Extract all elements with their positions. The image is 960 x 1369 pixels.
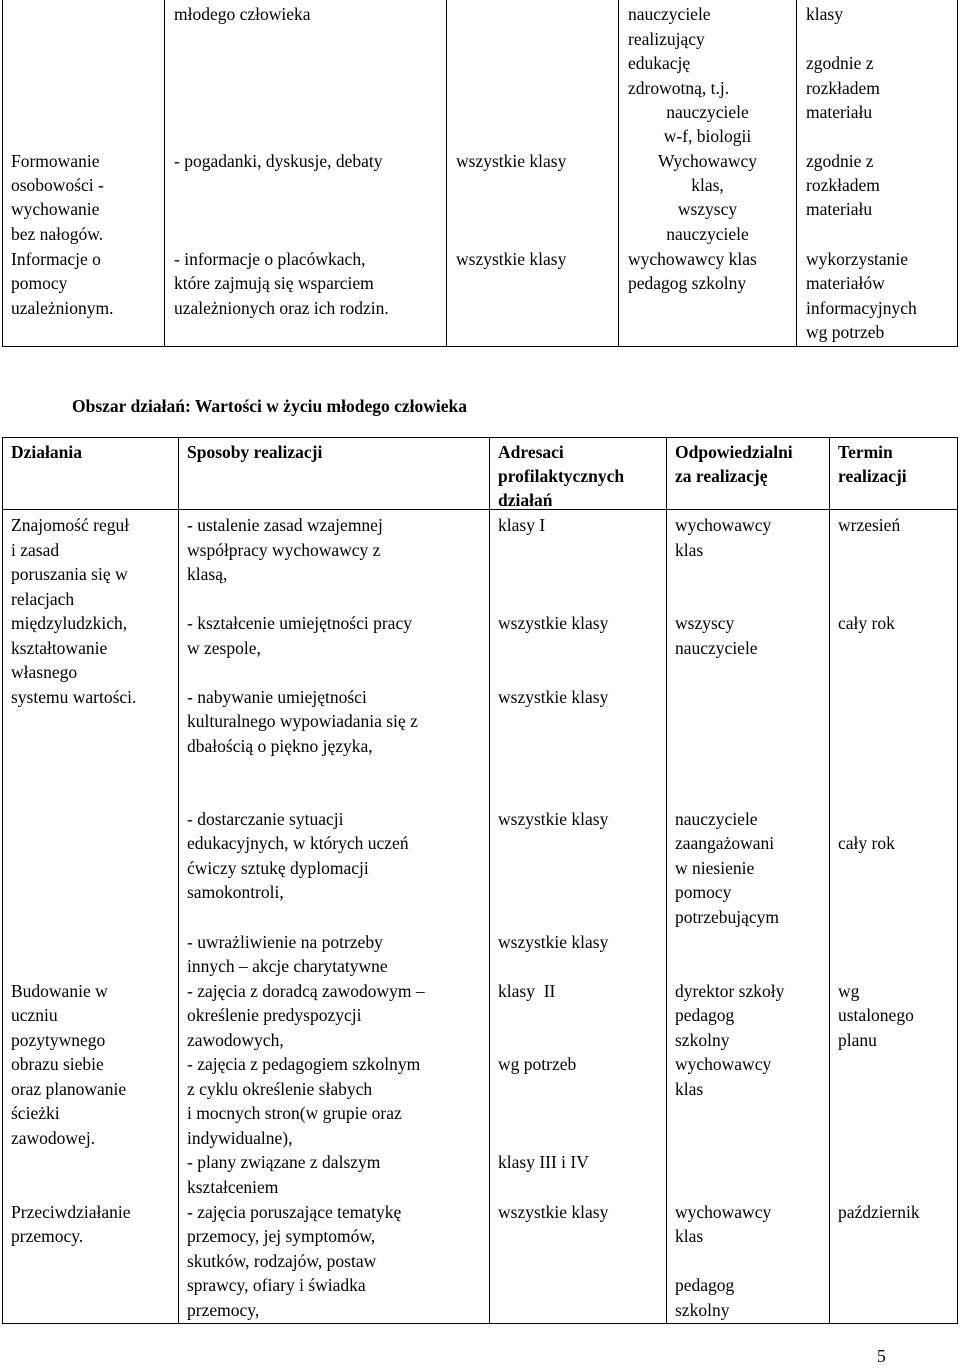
r2-resp-0-4: potrzebującym [675,907,779,927]
top-row1-col5-0: zgodnie z [806,151,874,171]
r2-way-2-2: zawodowych, [187,1030,284,1050]
r2-way-3-2: i mocnych stron(w grupie oraz [187,1103,402,1123]
top-row0-col2: młodego człowieka [174,4,311,24]
r1-action-5: kształtowanie [11,638,108,658]
r2-resp-1-2: szkolny [675,1030,730,1050]
r2-action1-0: Budowanie w [11,981,108,1001]
r1-action-6: własnego [11,662,78,682]
header-responsible-0: Odpowiedzialni [675,442,793,462]
header-term-1: realizacji [838,466,907,486]
top-row2-col3: wszystkie klasy [456,249,567,269]
top-row1-col4-1: klas, [691,175,724,195]
r2-term-1-1: ustalonego [838,1005,914,1025]
r2-way-4-1: kształceniem [187,1177,279,1197]
r1-term-1: cały rok [838,613,895,633]
top-col1-line-2: wychowanie [11,199,100,219]
top-col1-line-0: Formowanie [11,151,100,171]
top-row1-col5-1: rozkładem [806,175,880,195]
top-row0-col5-3: rozkładem [806,78,880,98]
top-row1-col2: - pogadanki, dyskusje, debaty [174,151,383,171]
r2-action1-4: oraz planowanie [11,1079,127,1099]
r2-way-5-1: przemocy, jej symptomów, [187,1226,376,1246]
page-number: 5 [877,1346,886,1366]
r2-resp-0-0: nauczyciele [675,809,758,829]
r2-resp-1-4: klas [675,1079,704,1099]
top-row2-col2-0: - informacje o placówkach, [174,249,366,269]
r2-action1-2: pozytywnego [11,1030,106,1050]
r2-resp-2-1: klas [675,1226,704,1246]
r2-recipient-3: wg potrzeb [498,1054,577,1074]
r1-recipient-2: wszystkie klasy [498,687,609,707]
r1-action-7: systemu wartości. [11,687,137,707]
top-col1-line-6: uzależnionym. [11,298,114,318]
top-row1-col4-2: wszyscy [677,199,738,219]
top-row0-col4-1: realizujący [628,29,705,49]
header-recipients-1: profilaktycznych [498,466,625,486]
top-row0-col4-5: w-f, biologii [663,126,752,146]
r2-way-0-2: ćwiczy sztukę dyplomacji [187,858,369,878]
r2-resp-0-3: pomocy [675,882,732,902]
top-row1-col3: wszystkie klasy [456,151,567,171]
r1-action-2: poruszania się w [11,564,128,584]
r2-way-1-0: - uwrażliwienie na potrzeby [187,932,383,952]
r2-term-1-0: wg [838,981,860,1001]
r2-resp-0-1: zaangażowani [675,833,775,853]
top-row1-col4-0: Wychowawcy [657,151,758,171]
r2-resp-1-3: wychowawcy [675,1054,772,1074]
r2-way-3-0: - zajęcia z pedagogiem szkolnym [187,1054,421,1074]
r2-action1-5: ścieżki [11,1103,60,1123]
r2-term-0-0: cały rok [838,833,895,853]
r1-resp-1-0: wszyscy [675,613,735,633]
r1-way-0-2: klasą, [187,564,228,584]
r2-action1-6: zawodowej. [11,1128,96,1148]
r2-recipient-0: wszystkie klasy [498,809,609,829]
r1-way-2-0: - nabywanie umiejętności [187,687,367,707]
r2-resp-2-0: wychowawcy [675,1202,772,1222]
r1-action-1: i zasad [11,540,60,560]
top-col1-line-5: pomocy [11,273,68,293]
r1-action-3: relacjach [11,589,75,609]
r1-resp-0-0: wychowawcy [675,515,772,535]
top-row2-col5-0: wykorzystanie [806,249,909,269]
r2-way-0-3: samokontroli, [187,882,284,902]
r1-way-2-1: kulturalnego wypowiadania się z [187,711,418,731]
r2-way-4-0: - plany związane z dalszym [187,1152,381,1172]
r1-way-0-1: współpracy wychowawcy z [187,540,381,560]
r1-resp-1-1: nauczyciele [675,638,758,658]
top-row0-col4-4: nauczyciele [666,102,749,122]
r2-resp-2-3: pedagog [675,1275,735,1295]
r2-way-2-0: - zajęcia z doradcą zawodowym – [187,981,425,1001]
r2-resp-0-2: w niesienie [675,858,755,878]
top-row0-col5-2: zgodnie z [806,53,874,73]
r1-way-1-0: - kształcenie umiejętności pracy [187,613,412,633]
r2-action1-1: uczniu [11,1005,58,1025]
r2-way-3-1: z cyklu określenie słabych [187,1079,373,1099]
top-row2-col2-2: uzależnionych oraz ich rodzin. [174,298,389,318]
r2-recipient-4: klasy III i IV [498,1152,589,1172]
r2-term-1-2: planu [838,1030,877,1050]
r2-way-3-3: indywidualne), [187,1128,293,1148]
r1-way-0-0: - ustalenie zasad wzajemnej [187,515,383,535]
r1-recipient-0: klasy I [498,515,546,535]
r1-term-0: wrzesień [838,515,901,535]
r2-recipient-1: wszystkie klasy [498,932,609,952]
r1-way-1-1: w zespole, [187,638,261,658]
r2-term-2-0: październik [838,1202,920,1222]
r2-resp-2-4: szkolny [675,1300,730,1320]
top-row2-col5-1: materiałów [806,273,885,293]
r2-resp-1-1: pedagog [675,1005,735,1025]
top-row0-col5-0: klasy [806,4,843,24]
top-row1-col5-2: materiału [806,199,873,219]
header-responsible-1: za realizację [675,466,768,486]
header-ways: Sposoby realizacji [187,442,323,462]
r1-resp-0-1: klas [675,540,704,560]
top-row0-col4-2: edukację [628,53,691,73]
r2-way-1-1: innych – akcje charytatywne [187,956,388,976]
r1-recipient-1: wszystkie klasy [498,613,609,633]
r2-action2-0: Przeciwdziałanie [11,1202,131,1222]
top-row2-col2-1: które zajmują się wsparciem [174,273,374,293]
r2-action1-3: obrazu siebie [11,1054,104,1074]
r1-action-4: międzyludzkich, [11,613,128,633]
r2-way-5-4: przemocy, [187,1300,260,1320]
r2-resp-1-0: dyrektor szkoły [675,981,785,1001]
header-term-0: Termin [838,442,893,462]
top-row1-col4-3: nauczyciele [666,224,749,244]
top-col1-line-4: Informacje o [11,249,101,269]
r1-way-2-2: dbałością o piękno języka, [187,736,373,756]
top-col1-line-1: osobowości - [11,175,104,195]
top-row0-col4-0: nauczyciele [628,4,711,24]
r2-recipient-2: klasy II [498,981,556,1001]
r2-action2-1: przemocy. [11,1226,84,1246]
header-recipients-2: działań [498,490,553,510]
section-title: Obszar działań: Wartości w życiu młodego człowieka [72,396,468,416]
r2-way-5-2: skutków, rodzajów, postaw [187,1251,377,1271]
r2-recipient-5: wszystkie klasy [498,1202,609,1222]
top-row2-col5-2: informacyjnych [806,298,917,318]
top-col1-line-3: bez nałogów. [11,224,104,244]
header-actions: Działania [11,442,82,462]
top-row0-col5-4: materiału [806,102,873,122]
top-row2-col5-3: wg potrzeb [806,322,885,342]
r2-way-2-1: określenie predyspozycji [187,1005,362,1025]
top-row2-col4-0: wychowawcy klas [628,249,757,269]
r2-way-0-0: - dostarczanie sytuacji [187,809,344,829]
r2-way-5-0: - zajęcia poruszające tematykę [187,1202,402,1222]
r1-action-0: Znajomość reguł [11,515,130,535]
header-recipients-0: Adresaci [498,442,564,462]
top-row0-col4-3: zdrowotną, t.j. [628,78,730,98]
r2-way-0-1: edukacyjnych, w których uczeń [187,833,409,853]
top-row2-col4-1: pedagog szkolny [628,273,747,293]
r2-way-5-3: sprawcy, ofiary i świadka [187,1275,366,1295]
